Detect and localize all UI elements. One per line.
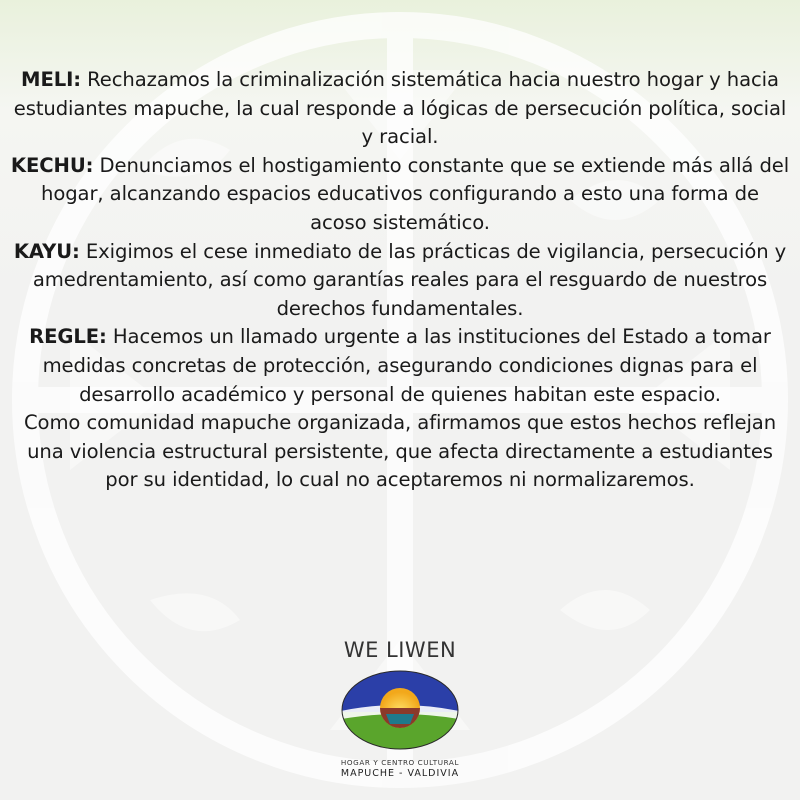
statement-closing: Como comunidad mapuche organizada, afirmamos que estos hechos reflejan una violencia estructural persistente, que afecta directamente a estudiantes por su identidad, lo cual no aceptaremos ni normalizaremos.	[23, 411, 777, 492]
statement-kechu	[10, 152, 790, 238]
kayu-text: Exigimos el cese inmediato de las prácticas de vigilancia, persecución y amedrentamiento, así como garantías reales para el resguardo de nuestros derechos fundamentales.	[32, 239, 787, 320]
brand-subtitle-line2: MAPUCHE - VALDIVIA	[340, 768, 460, 779]
brand-name: WE LIWEN	[343, 638, 457, 662]
statement-regle	[10, 323, 790, 409]
brand-subtitle-line1: HOGAR Y CENTRO CULTURAL	[340, 758, 460, 767]
we-liwen-logo	[336, 668, 464, 758]
statement-meli	[10, 66, 790, 152]
statement-kayu	[10, 238, 790, 324]
statement-text	[10, 66, 790, 495]
kechu-label: KECHU:	[10, 153, 94, 177]
regle-text: Hacemos un llamado urgente a las instituciones del Estado a tomar medidas concretas de protección, asegurando condiciones dignas para el desarrollo académico y personal de quienes habitan este espacio.	[42, 325, 771, 406]
kechu-text: Denunciamos el hostigamiento constante que se extiende más allá del hogar, alcanzando espacios educativos configurando a esto una forma de acoso sistemático.	[41, 153, 790, 234]
kayu-label: KAYU:	[13, 239, 80, 263]
meli-label: MELI:	[21, 68, 82, 91]
meli-text: Rechazamos la criminalización sistemática hacia nuestro hogar y hacia estudiantes mapuche, la cual responde a lógicas de persecución política, social y racial.	[13, 68, 787, 149]
regle-label: REGLE:	[29, 325, 107, 349]
